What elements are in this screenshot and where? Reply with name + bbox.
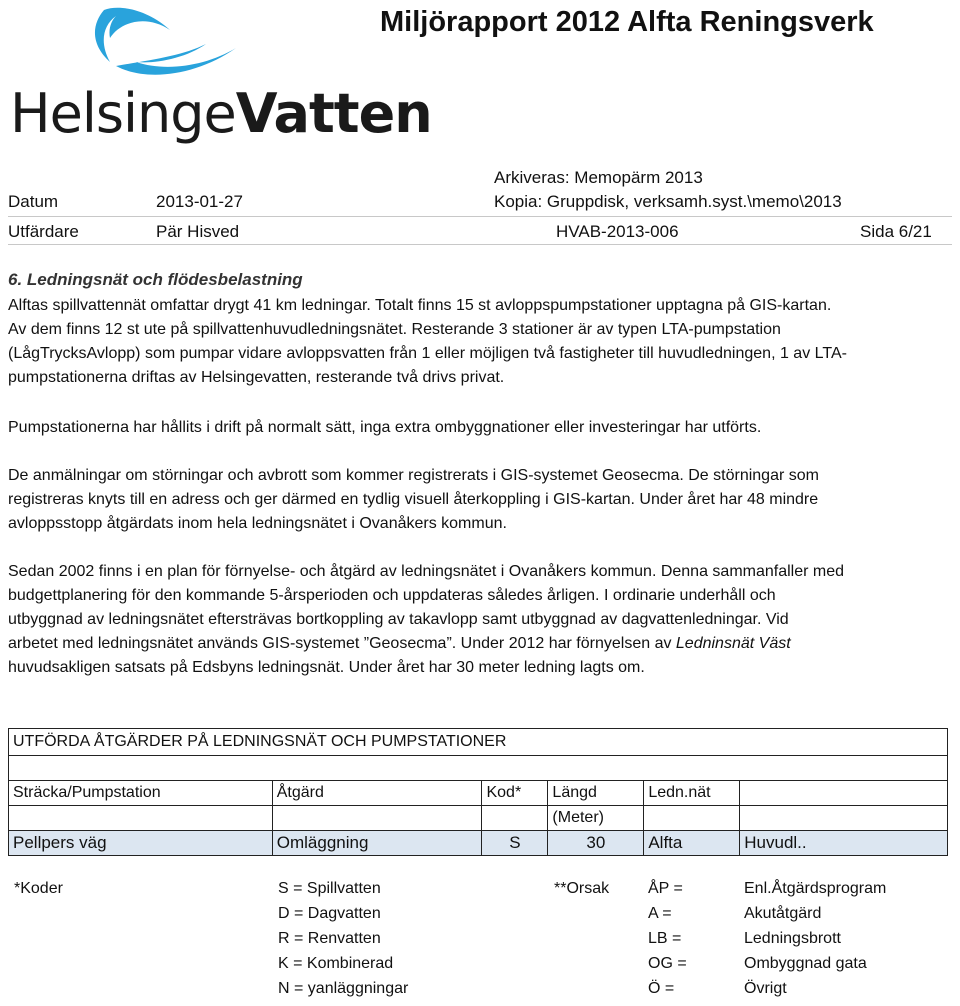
document-id: HVAB-2013-006 — [556, 222, 679, 241]
paragraph-pumpstations: Pumpstationerna har hållits i drift på normalt sätt, inga extra ombyggnationer eller investeringar har utförts. — [8, 419, 762, 436]
cell-langd: 30 — [548, 831, 644, 856]
table-unit-row — [9, 806, 948, 831]
orsak-label: **Orsak — [554, 880, 610, 897]
orsak-key: OG = — [648, 955, 687, 972]
water-drop-icon — [86, 4, 266, 84]
column-header — [740, 781, 948, 806]
orsak-value: Ombyggnad gata — [744, 955, 867, 972]
column-header: Åtgärd — [272, 781, 482, 806]
datum-value: 2013-01-27 — [156, 192, 243, 211]
column-header: Kod* — [482, 781, 548, 806]
paragraph-network: Alftas spillvattennät omfattar drygt 41 km ledningar. Totalt finns 15 st avloppspumpstationer upptagna på GIS-kartan. Av dem finns 12 st ute på spillvattenhuvudledningsnätet. Resterande 3 stationer är av typen LTA-pumpstation (LågTrycksAvlopp) som pumpar vidare avloppsvatten från 1 eller möjligen två fastigheter till huvudledningen, 1 av LTA- pumpstationerna driftas av Helsingevatten, resterande två drivs privat. — [8, 297, 847, 386]
measures-table — [8, 728, 948, 856]
code-item: D = Dagvatten — [278, 905, 381, 922]
paragraph-disturbances: De anmälningar om störningar och avbrott som kommer registrerats i GIS-systemet Geosecma. De störningar som registreras knyts till en adress och ger därmed en tydlig visuell återkoppling i GIS-kartan. Under året har 48 mindre avloppsstopp åtgärdats inom hela ledningsnätet i Ovanåkers kommun. — [8, 467, 819, 532]
cell-kod: S — [482, 831, 548, 856]
helsingevatten-logo — [8, 4, 432, 145]
orsak-key: Ö = — [648, 980, 675, 997]
code-item: S = Spillvatten — [278, 880, 381, 897]
table-header-row — [9, 781, 948, 806]
utfardare-value: Pär Hisved — [156, 222, 240, 241]
document-title: Miljörapport 2012 Alfta Reningsverk — [380, 6, 874, 38]
orsak-value: Övrigt — [744, 980, 787, 997]
archive-info: Arkiveras: Memopärm 2013 — [494, 168, 703, 187]
section-heading: 6. Ledningsnät och flödesbelastning — [8, 270, 303, 289]
orsak-value: Ledningsbrott — [744, 930, 841, 947]
header-divider-bottom — [8, 244, 952, 245]
orsak-key: ÅP = — [648, 880, 683, 897]
table-row — [9, 831, 948, 856]
datum-label: Datum — [8, 192, 59, 211]
orsak-key: A = — [648, 905, 672, 922]
orsak-value: Enl.Åtgärdsprogram — [744, 880, 887, 897]
cell-extra: Huvudl.. — [740, 831, 948, 856]
cell-stracka: Pellpers väg — [9, 831, 273, 856]
unit-label: (Meter) — [548, 806, 644, 831]
code-item: R = Renvatten — [278, 930, 381, 947]
column-header: Sträcka/Pumpstation — [9, 781, 273, 806]
table-spacer — [9, 756, 948, 781]
orsak-key: LB = — [648, 930, 682, 947]
code-item: N = yanläggningar — [278, 980, 409, 997]
codes-label: *Koder — [14, 880, 63, 897]
code-item: K = Kombinerad — [278, 955, 394, 972]
header-divider — [8, 216, 952, 217]
page-number: Sida 6/21 — [860, 222, 932, 241]
column-header: Längd — [548, 781, 644, 806]
column-header: Ledn.nät — [644, 781, 740, 806]
cell-lednnat: Alfta — [644, 831, 740, 856]
table-caption: UTFÖRDA ÅTGÄRDER PÅ LEDNINGSNÄT OCH PUMPSTATIONER — [9, 729, 948, 756]
cell-atgard: Omläggning — [272, 831, 482, 856]
paragraph-renewal-plan: Sedan 2002 finns i en plan för förnyelse- och åtgärd av ledningsnätet i Ovanåkers kommun. Denna sammanfaller med budgettplanering för den kommande 5-årsperioden och uppdateras således årligen. I ordinarie underhåll och utbyggnad av ledningsnätet eftersträvas bortkoppling av takavlopp samt utbyggnad av dagvattenledningar. Vid arbetet med ledningsnätet används GIS-systemet ”Geosecma”. Under 2012 har förnyelsen av Ledninsnät Väst huvudsakligen satsats på Edsbyns ledningsnät. Under året har 30 meter ledning lagts om. — [8, 563, 845, 676]
utfardare-label: Utfärdare — [8, 222, 79, 241]
kopia-info: Kopia: Gruppdisk, verksamh.syst.\memo\2013 — [494, 192, 842, 211]
logo-wordmark: HelsingeVatten — [10, 82, 432, 145]
orsak-value: Akutåtgärd — [744, 905, 822, 922]
